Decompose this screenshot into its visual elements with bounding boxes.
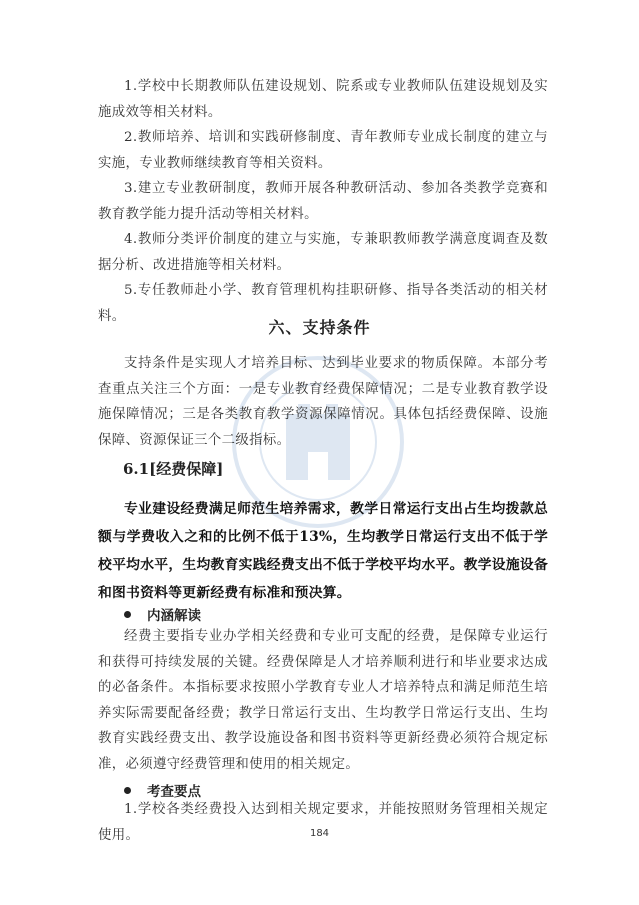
- list-item-1: 1.学校中长期教师队伍建设规划、院系或专业教师队伍建设规划及实施成效等相关材料。: [98, 79, 548, 120]
- interpretation-heading: [124, 604, 201, 624]
- standard-text: 专业建设经费满足师范生培养需求，教学日常运行支出占生均拨款总额与学费收入之和的比例不低于13%，生均教学日常运行支出不低于学校平均水平，生均教育实践经费支出不低于学校平均水平。教学设施设备和图书资料等更新经费有标准和预决算。: [98, 501, 548, 601]
- list-item-3: 3.建立专业教研制度，教师开展各种教研活动、参加各类教学竞赛和教育教学能力提升活动等相关材料。: [98, 181, 548, 222]
- interpretation-text: 经费主要指专业办学相关经费和专业可支配的经费，是保障专业运行和获得可持续发展的关键。经费保障是人才培养顺利进行和毕业要求达成的必备条件。本指标要求按照小学教育专业人才培养特点和满足师范生培养实际需要配备经费；教学日常运行支出、生均教学日常运行支出、生均教育实践经费支出、教学设施设备和图书资料等更新经费必须符合规定标准，必须遵守经费管理和使用的相关规定。: [98, 629, 548, 772]
- subsection-heading: 6.1[经费保障]: [123, 460, 224, 478]
- section-intro: 支持条件是实现人才培养目标、达到毕业要求的物质保障。本部分考查重点关注三个方面：一是专业教育经费保障情况；二是专业教育教学设施保障情况；三是各类教育教学资源保障情况。具体包括经费保障、设施保障、资源保证三个二级指标。: [98, 356, 548, 448]
- key-point-1: 1.学校各类经费投入达到相关规定要求，并能按照财务管理相关规定使用。: [98, 802, 548, 843]
- list-item-4: 4.教师分类评价制度的建立与实施，专兼职教师教学满意度调查及数据分析、改进措施等相关材料。: [98, 232, 548, 273]
- key-points-heading-label: 考查要点: [147, 784, 201, 800]
- list-item-5: 5.专任教师赴小学、教育管理机构挂职研修、指导各类活动的相关材料。: [98, 283, 548, 324]
- list-item-2: 2.教师培养、培训和实践研修制度、青年教师专业成长制度的建立与实施，专业教师继续教育等相关资料。: [98, 130, 548, 171]
- bullet-icon: [124, 611, 131, 618]
- section-title: 六、支持条件: [268, 318, 371, 337]
- page-number: 184: [309, 828, 330, 839]
- interpretation-heading-label: 内涵解读: [147, 608, 201, 624]
- bullet-icon: [124, 787, 131, 794]
